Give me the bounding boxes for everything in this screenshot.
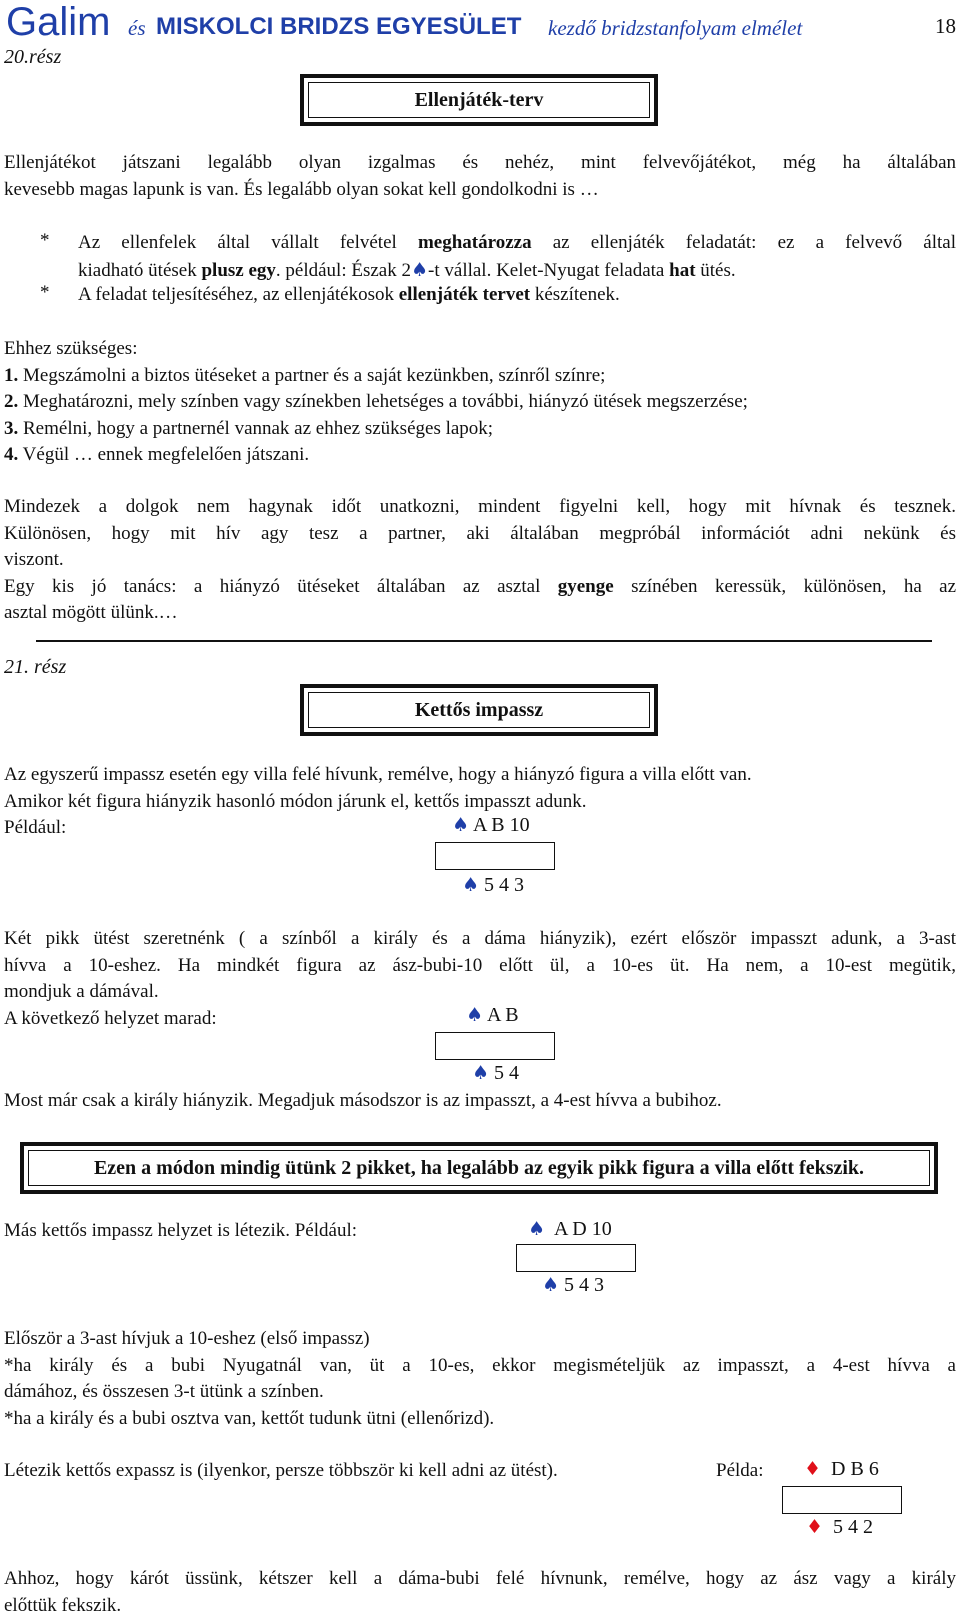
bullet-1-l2a: kiadható ütések	[78, 259, 202, 281]
step-3-text: Remélni, hogy a partnernél vannak az ehhez szükséges lapok;	[23, 417, 494, 439]
needs-heading: Ehhez szükséges:	[4, 338, 138, 359]
first-impassz-line-2: *ha király és a bubi Nyugatnál van, üt a 10-es, ekkor megismételjük az impasszt, a 4-est hívva a	[4, 1354, 956, 1376]
example-1-bottom-cards: 5 4 3	[484, 874, 525, 896]
title-box-20	[300, 74, 658, 126]
rule-box	[20, 1142, 938, 1194]
step-1-number: 1.	[4, 364, 19, 386]
diamond-line-2: előttük fekszik.	[4, 1594, 122, 1616]
advice-1b: gyenge	[557, 575, 614, 597]
bullet-1-l2f: ütés.	[695, 259, 736, 281]
bullet-2-star: *	[40, 282, 50, 303]
example-4-table	[782, 1486, 902, 1514]
diamond-icon: ♦	[804, 1458, 822, 1480]
expassz-paragraph	[4, 1458, 704, 1485]
example-4-bottom-hand	[806, 1516, 873, 1539]
advice-line-2: asztal mögött ülünk.…	[4, 602, 178, 623]
bullet-1-l2c: . például: Észak 2	[275, 259, 411, 281]
summary-line-1: Mindezek a dolgok nem hagynak időt unatkozni, mindent figyelni kell, hogy mit hívnak és tesznek.	[4, 496, 956, 517]
first-impassz-paragraph	[4, 1326, 956, 1432]
intro-line-2: kevesebb magas lapunk is van. És legalább olyan sokat kell gondolkodni is …	[4, 178, 599, 200]
page-number: 18	[935, 14, 956, 38]
expassz-line: Létezik kettős expassz is (ilyenkor, persze többször ki kell adni az ütést).	[4, 1460, 558, 1481]
example-2-label: Példa:	[716, 1460, 764, 1481]
step-1	[4, 363, 956, 390]
step-2-number: 2.	[4, 391, 19, 412]
section-title-20: Ellenjáték-terv	[308, 82, 650, 118]
part-label-21: 21. rész	[4, 656, 67, 678]
step-3	[4, 416, 956, 443]
example-2-bottom-cards: 5 4	[494, 1062, 520, 1084]
title-box-21	[300, 684, 658, 736]
step-1-text: Megszámolni a biztos ütéseket a partner és a saját kezünkben, színről színre;	[23, 364, 606, 386]
bullet-1-l1b: meghatározza	[417, 232, 532, 253]
example-2-top-cards: A B	[486, 1004, 519, 1026]
step-4-text: Végül … ennek megfelelően játszani.	[22, 444, 310, 465]
step-3-number: 3.	[4, 417, 19, 439]
club-name: MISKOLCI BRIDZS EGYESÜLET	[156, 13, 522, 40]
brand-name: Galim	[6, 0, 111, 44]
bullet-2-b: ellenjáték tervet	[398, 284, 531, 305]
example-3-bottom-hand	[542, 1274, 604, 1297]
section-title-21: Kettős impassz	[308, 692, 650, 728]
explanation-line-3: mondjuk a dámával.	[4, 981, 159, 1002]
example-1-bottom-hand	[462, 874, 524, 897]
spade-icon: ♠	[452, 814, 470, 836]
example-3-top-hand	[528, 1218, 612, 1241]
bullet-1-l1a: Az ellenfelek által vállalt felvétel	[78, 232, 418, 253]
spade-icon: ♠	[542, 1274, 560, 1296]
impassz-intro-line-1: Az egyszerű impassz esetén egy villa felé hívunk, remélve, hogy a hiányzó figura a villa előtt van.	[4, 764, 752, 785]
impassz-intro-line-2: Amikor két figura hiányzik hasonló módon járunk el, kettős impasszt adunk.	[4, 790, 587, 812]
explanation-line-2: hívva a 10-eshez. Ha mindkét figura az ász-bubi-10 előtt ül, a 10-es üt. Ha nem, a 10-est megütik,	[4, 954, 956, 976]
section-divider	[36, 640, 932, 642]
first-impassz-line-1: Először a 3-ast hívjuk a 10-eshez (első impassz)	[4, 1328, 370, 1349]
example-4-bottom-cards: 5 4 2	[833, 1516, 874, 1538]
example-2-bottom-hand	[472, 1062, 519, 1085]
bullet-1-l2d: -t vállal. Kelet-Nyugat feladata	[428, 259, 670, 281]
advice-1c: színében keressük, különösen, ha az	[613, 575, 957, 597]
bullet-1-l2b: plusz egy	[201, 259, 276, 281]
part-label-20: 20.rész	[4, 46, 62, 68]
bullet-1-line-2	[78, 257, 956, 285]
step-4	[4, 442, 956, 469]
bullet-1-text	[78, 230, 956, 284]
bullet-2-a: A feladat teljesítéséhez, az ellenjátékosok	[78, 284, 399, 305]
bullet-1-l1c: az ellenjáték feladatát: ez a felvevő által	[531, 232, 956, 253]
intro-paragraph	[4, 150, 956, 203]
advice-line-1	[4, 574, 956, 601]
spade-icon: ♠	[410, 258, 429, 281]
example-1-table	[435, 842, 555, 870]
intro-line-1: Ellenjátékot játszani legalább olyan izgalmas és nehéz, mint felvevőjátékot, még ha általában	[4, 152, 956, 173]
spade-icon: ♠	[528, 1218, 546, 1240]
spade-icon: ♠	[466, 1004, 484, 1026]
other-situation-label: Más kettős impassz helyzet is létezik. Például:	[4, 1220, 358, 1241]
example-4-top-cards: D B 6	[831, 1458, 879, 1480]
example-3-bottom-cards: 5 4 3	[564, 1274, 605, 1296]
example-2-top-hand	[466, 1004, 519, 1027]
example-4-top-hand	[804, 1458, 879, 1481]
spade-icon: ♠	[462, 874, 480, 896]
first-impassz-line-4: *ha a király és a bubi osztva van, kettőt tudunk ütni (ellenőrizd).	[4, 1407, 495, 1429]
diamond-icon: ♦	[806, 1516, 824, 1538]
summary-line-2: Különösen, hogy mit hív agy tesz a partner, aki általában megpróbál információt adni nekünk és	[4, 522, 956, 544]
example-1-top-cards: A B 10	[472, 814, 530, 836]
next-situation-label: A következő helyzet marad:	[4, 1007, 217, 1029]
step-2	[4, 389, 956, 416]
diamond-line-1: Ahhoz, hogy kárót üssünk, kétszer kell a dáma-bubi felé hívnunk, remélve, hogy az ász vagy a király	[4, 1568, 956, 1589]
header-conjunction: és	[128, 16, 146, 40]
explanation-line-1: Két pikk ütést szeretnénk ( a színből a király és a dáma hiányzik), ezért először impasszt adunk, a 3-ast	[4, 928, 956, 949]
king-missing-paragraph	[4, 1088, 956, 1115]
example-1-top-hand	[452, 814, 530, 837]
other-situation	[4, 1218, 956, 1245]
needs-block	[4, 336, 956, 469]
summary-paragraph	[4, 494, 956, 627]
diamond-paragraph	[4, 1566, 956, 1619]
king-missing-line: Most már csak a király hiányzik. Megadjuk másodszor is az impasszt, a 4-est hívva a bubihoz.	[4, 1090, 722, 1111]
bullet-2-c: készítenek.	[530, 284, 620, 305]
bullet-2-text	[78, 282, 956, 309]
rule-text: Ezen a módon mindig ütünk 2 pikket, ha legalább az egyik pikk figura a villa előtt fekszik.	[28, 1150, 930, 1186]
bullet-1-l2e: hat	[669, 259, 696, 281]
step-4-number: 4.	[4, 444, 19, 465]
example-label: Például:	[4, 817, 67, 838]
example-3-table	[516, 1244, 636, 1272]
example-3-top-cards: A D 10	[553, 1218, 612, 1240]
summary-line-3: viszont.	[4, 549, 64, 570]
course-name: kezdő bridzstanfolyam elmélet	[548, 16, 803, 40]
step-2-text: Meghatározni, mely színben vagy színekben lehetséges a további, hiányzó ütések megszerzése;	[23, 391, 748, 412]
first-impassz-line-3: dámához, és összesen 3-t ütünk a színben.	[4, 1381, 324, 1402]
bullet-1-star: *	[40, 230, 50, 251]
advice-1a: Egy kis jó tanács: a hiányzó ütéseket általában az asztal	[4, 575, 558, 597]
example-2-table	[435, 1032, 555, 1060]
bullet-1-line-1	[78, 230, 956, 257]
spade-icon: ♠	[472, 1062, 490, 1084]
